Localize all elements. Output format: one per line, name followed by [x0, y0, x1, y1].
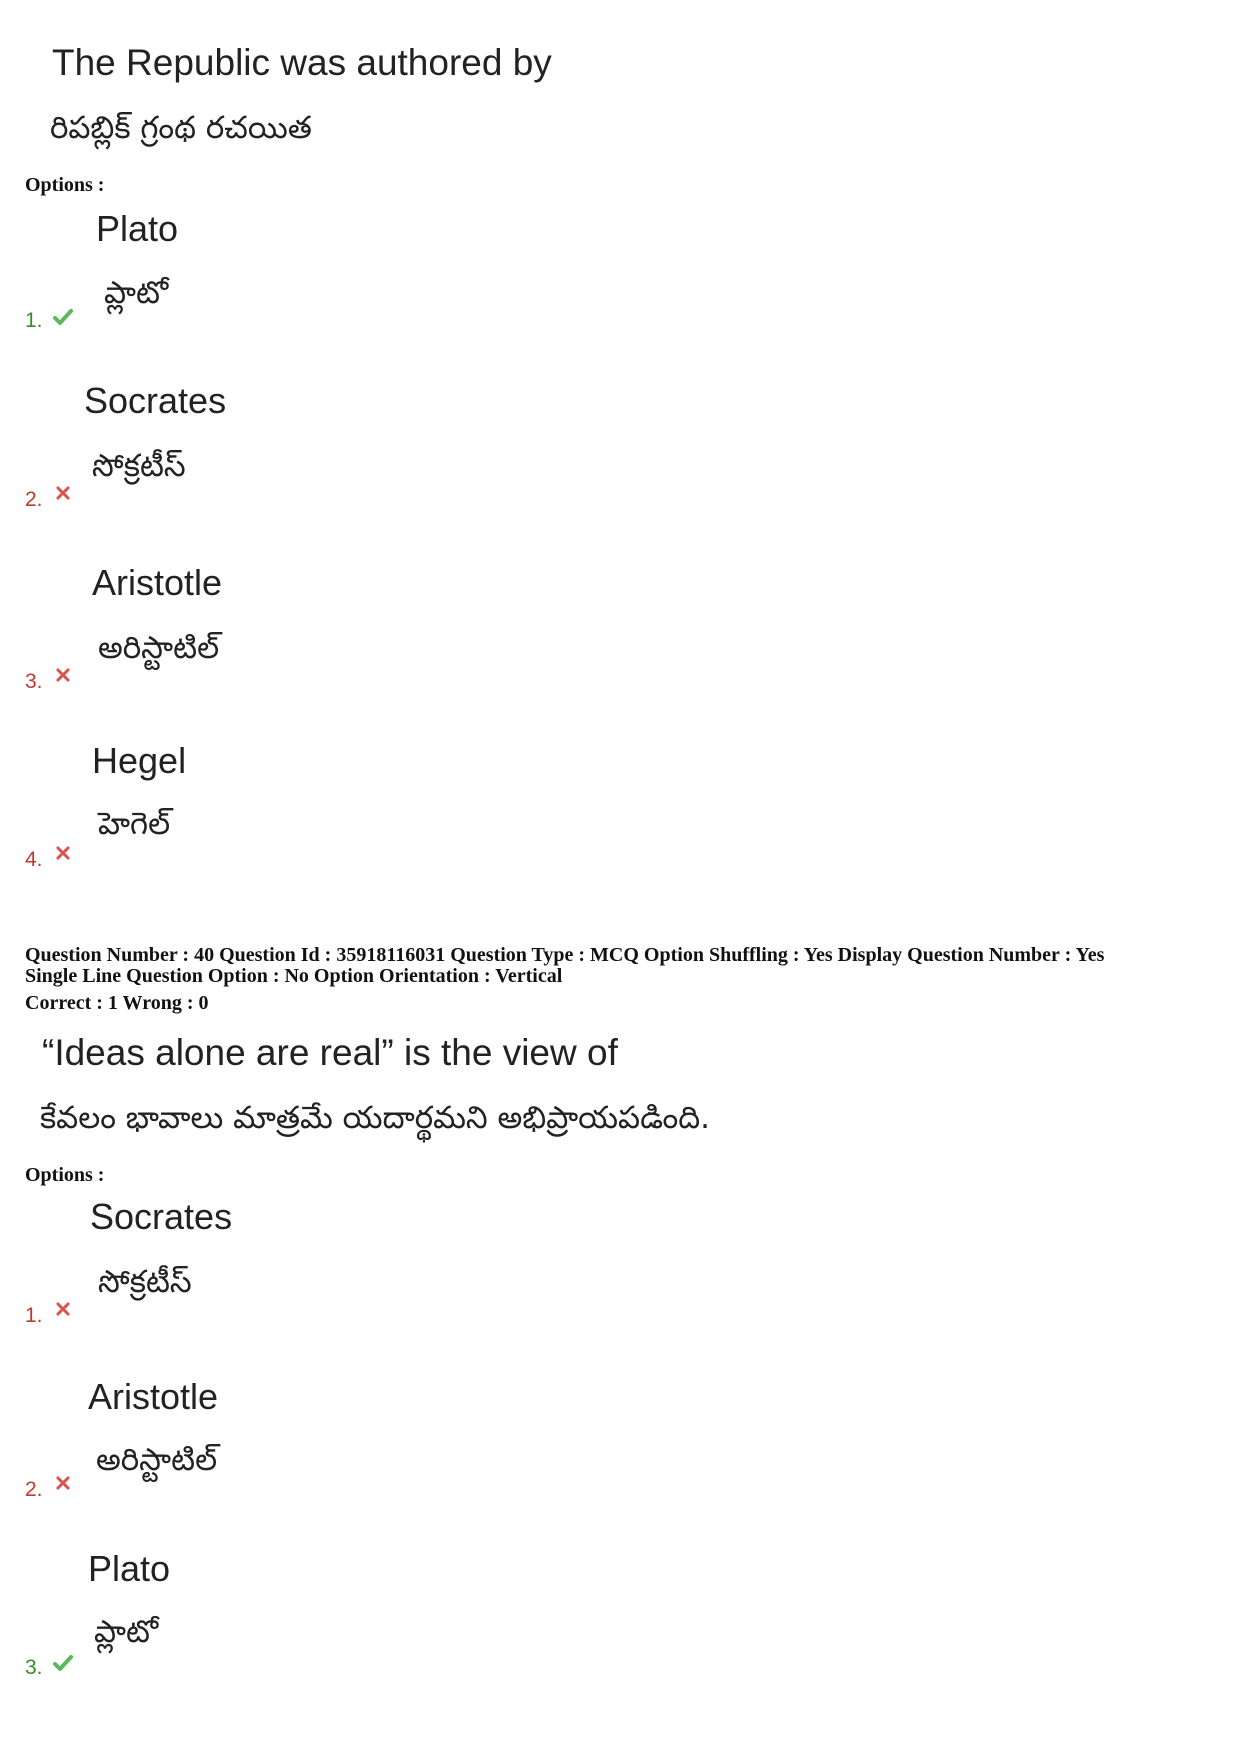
option-text-te: ప్లాటో [94, 1614, 159, 1650]
check-icon [52, 1652, 74, 1674]
option-text-te: అరిస్టాటిల్ [98, 630, 220, 666]
option-number: 2. [25, 488, 43, 511]
cross-icon [55, 1300, 71, 1318]
cross-icon [55, 1474, 71, 1492]
question-meta-line: Single Line Question Option : No Option Orientation : Vertical [25, 965, 563, 987]
option-number: 4. [25, 848, 43, 871]
option-number: 1. [25, 1304, 43, 1327]
options-label: Options : [25, 1164, 105, 1186]
cross-icon [55, 844, 71, 862]
cross-icon [55, 484, 71, 502]
option-text-en: Hegel [92, 740, 187, 781]
option-text-te: సోక్రటీస్ [98, 1264, 192, 1300]
cross-icon [55, 666, 71, 684]
option-text-en: Aristotle [92, 562, 223, 603]
option-text-te: ప్లాటో [104, 275, 169, 311]
option-number: 1. [25, 309, 43, 332]
option-text-en: Plato [96, 208, 179, 249]
option-number: 2. [25, 1478, 43, 1501]
options-label: Options : [25, 174, 105, 196]
option-text-en: Socrates [90, 1196, 233, 1237]
question-text-te: రిపబ్లిక్ గ్రంథ రచయిత [50, 110, 312, 146]
option-text-en: Aristotle [88, 1376, 219, 1417]
option-text-te: అరిస్టాటిల్ [96, 1442, 218, 1478]
check-icon [52, 306, 74, 328]
option-text-en: Plato [88, 1548, 171, 1589]
question-text-te: కేవలం భావాలు మాత్రమే యదార్థమని అభిప్రాయపడింది. [40, 1100, 711, 1136]
option-text-te: సోక్రటీస్ [92, 448, 186, 484]
question-text-en: The Republic was authored by [52, 42, 552, 83]
question-text-en: “Ideas alone are real” is the view of [42, 1032, 618, 1073]
option-number: 3. [25, 670, 43, 693]
marks-line: Correct : 1 Wrong : 0 [25, 992, 209, 1014]
option-text-en: Socrates [84, 380, 227, 421]
option-number: 3. [25, 1656, 43, 1679]
option-text-te: హెగెల్ [98, 806, 171, 842]
question-meta-line: Question Number : 40 Question Id : 35918116031 Question Type : MCQ Option Shuffling : Yes Display Question Number : Yes [25, 944, 1105, 966]
